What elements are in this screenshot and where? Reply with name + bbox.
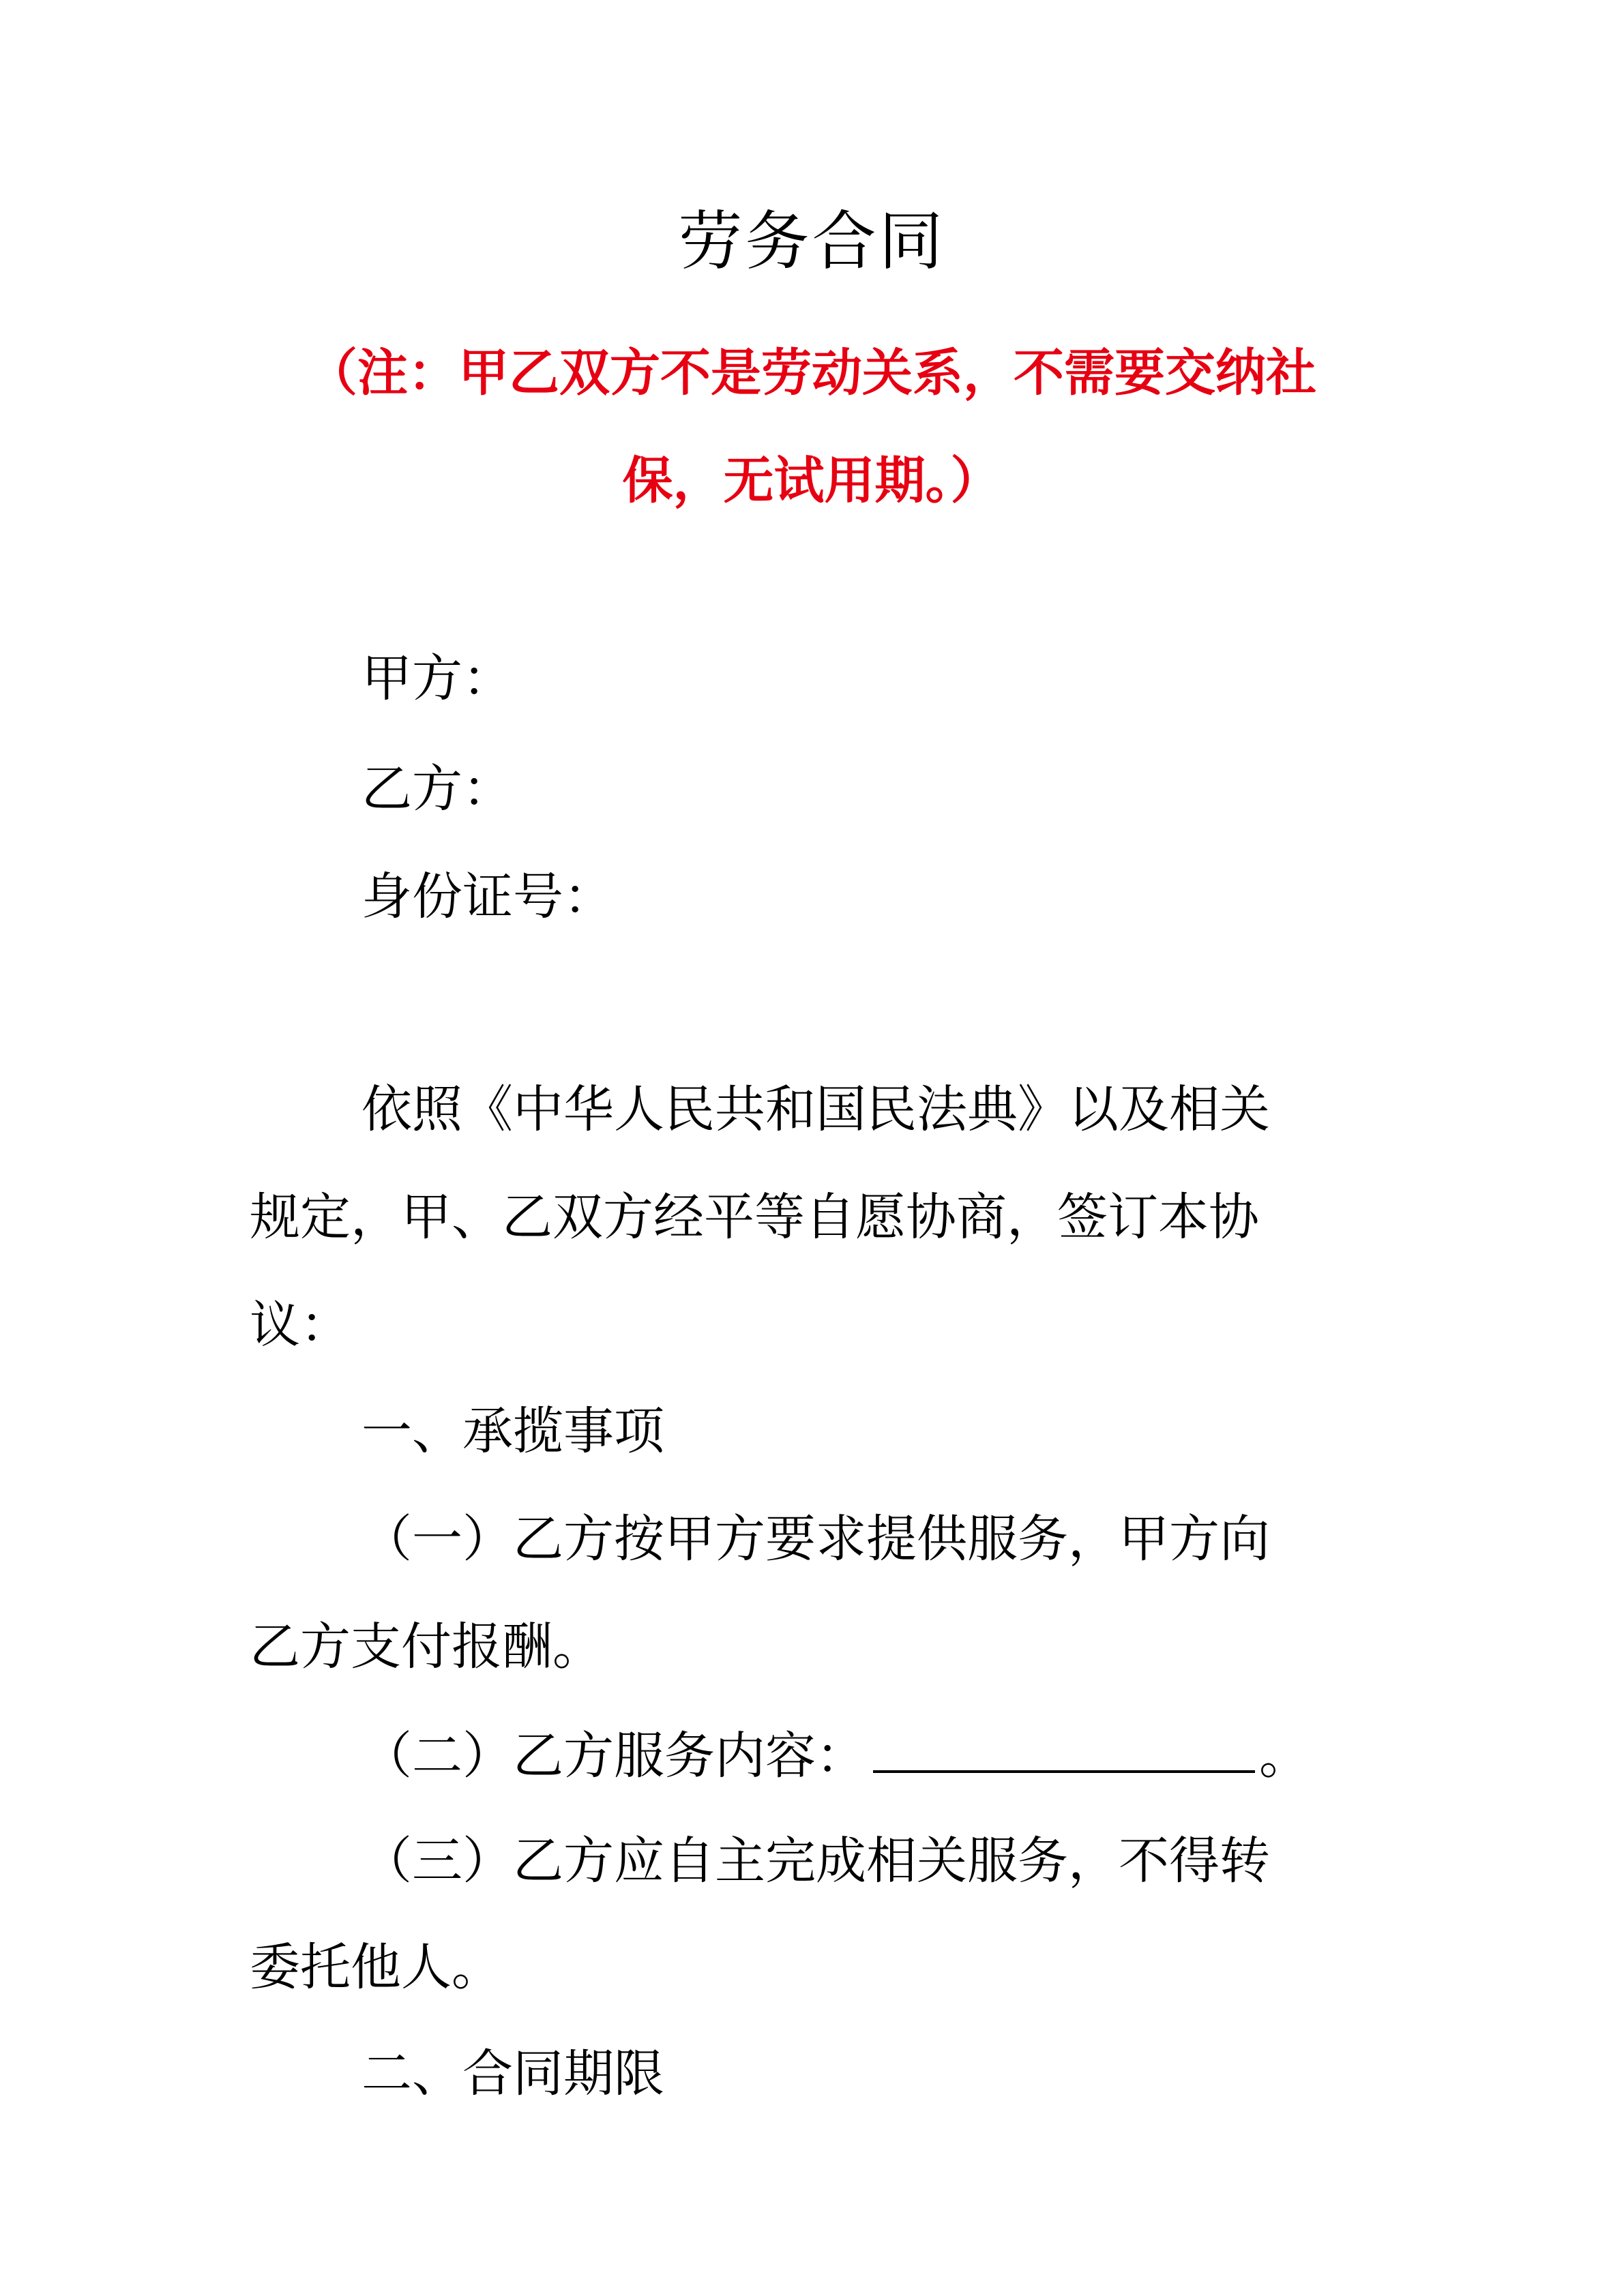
- item-1-line-2: 乙方支付报酬。: [250, 1617, 603, 1676]
- item-3-line-1: （三）乙方应自主完成相关服务，不得转: [361, 1832, 1270, 1890]
- item-1-line-1: （一）乙方按甲方要求提供服务，甲方向: [361, 1510, 1270, 1568]
- item-3-line-2: 委托他人。: [250, 1938, 502, 1997]
- section-1-heading: 一、承揽事项: [361, 1402, 664, 1461]
- party-b-label: 乙方：: [361, 760, 513, 818]
- intro-line-1: 依照《中华人民共和国民法典》以及相关: [361, 1080, 1270, 1139]
- service-content-blank: [873, 1723, 1255, 1773]
- item-2-label: （二）乙方服务内容：: [361, 1727, 866, 1785]
- contract-title: 劳务合同: [678, 205, 946, 279]
- note-line-2: 保，无试用期。）: [622, 451, 1001, 510]
- section-2-heading: 二、合同期限: [361, 2044, 664, 2103]
- item-2-line: [361, 1723, 1310, 1787]
- intro-line-3: 议：: [250, 1296, 351, 1354]
- party-a-label: 甲方：: [361, 649, 513, 708]
- id-number-label: 身份证号：: [361, 867, 614, 926]
- note-red: [246, 319, 1378, 535]
- intro-line-2: 规定，甲、乙双方经平等自愿协商，签订本协: [250, 1188, 1259, 1247]
- note-line-1: （注：甲乙双方不是劳动关系，不需要交纳社: [307, 344, 1316, 402]
- item-2-suffix: 。: [1259, 1727, 1310, 1785]
